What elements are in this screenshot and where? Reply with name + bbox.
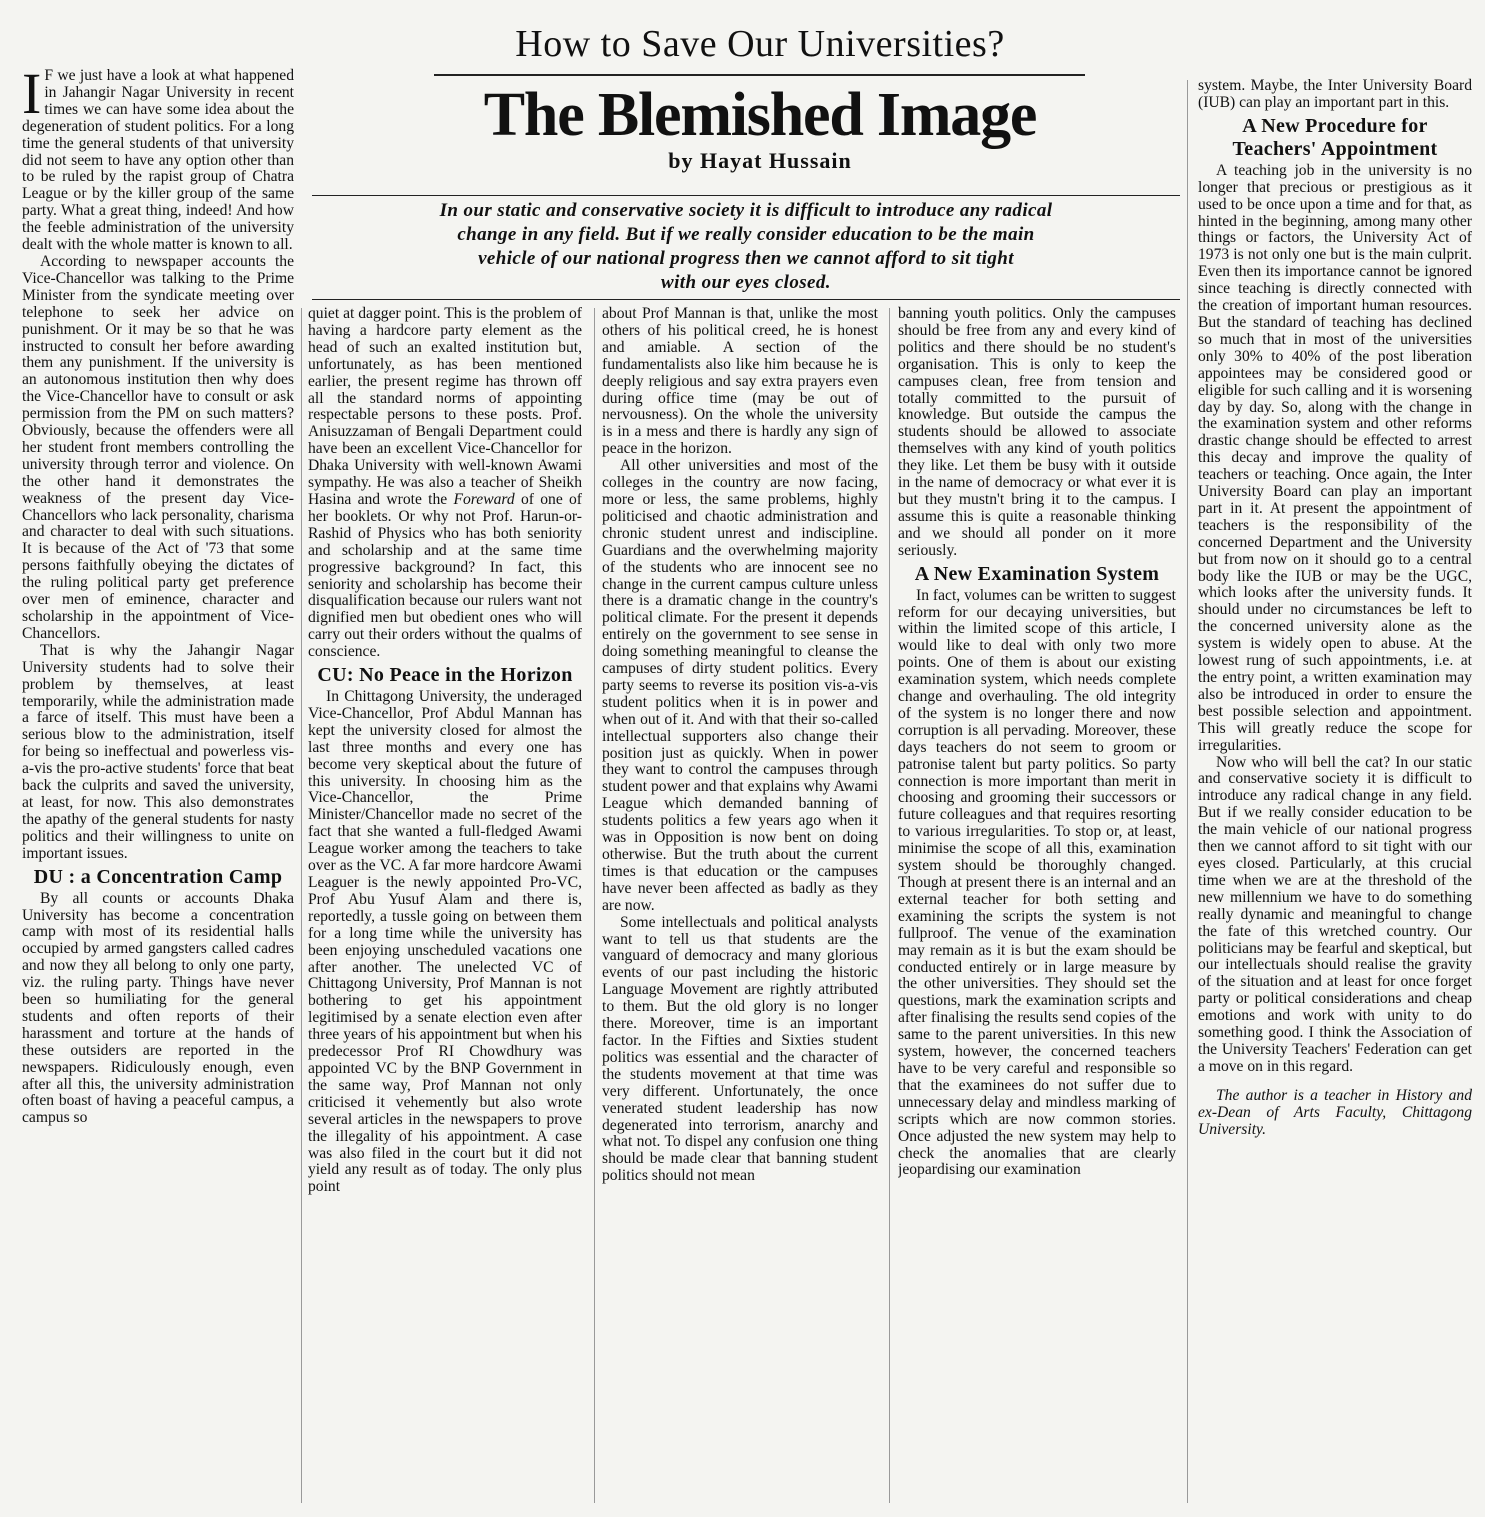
column-2: [308, 306, 582, 1500]
main-headline: The Blemished Image: [483, 81, 1037, 149]
paragraph: [22, 68, 294, 254]
deck-line: In our static and conservative society it is difficult to introduce any radical: [439, 200, 1053, 221]
deck-line: with our eyes closed.: [661, 272, 831, 293]
drop-cap: I: [22, 68, 42, 126]
author-note: The author is a teacher in History and ex-Dean of Arts Faculty, Chittagong University.: [1198, 1086, 1472, 1138]
emphasis-text: Foreward: [453, 490, 515, 508]
byline: by Hayat Hussain: [668, 148, 852, 173]
paragraph-text: quiet at dagger point. This is the problem of having a hardcore party element as the head of such an exalted institution but, unfortunately, as has been mentioned earlier, the present regime has thrown off all the standard norms of appointing respectable persons to these posts. Prof. Anisuzzaman of Bengali Department could have been an excellent Vice-Chancellor for Dhaka University with well-known Awami sympathy. He was also a teacher of Sheikh Hasina and wrote the: [308, 306, 582, 508]
kicker-headline: How to Save Our Universities?: [515, 23, 1005, 65]
deck-bottom-rule: [312, 299, 1180, 300]
column-divider: [301, 308, 302, 1503]
paragraph-text: F we just have a look at what happened in Jahangir Nagar University in recent times we can have some idea about the degeneration of student politics. For a long time the general students of that university did not seem to have any option other than to be ruled by the rapist group of Chatra League or by the killer group of the same party. What a great thing, indeed! And how the feeble administration of the university dealt with the whole matter is known to all.: [22, 68, 294, 254]
paragraph: about Prof Mannan is that, unlike the most others of his political creed, he is honest and amiable. A section of the fundamentalists also like him because he is deeply religious and say extra prayers even during office time (may be out of nervousness). On the whole the university is in a mess and there is hardly any sign of peace in the horizon.: [602, 306, 878, 458]
deck-line: change in any field. But if we really consider education to be the main: [457, 224, 1035, 245]
paragraph: A teaching job in the university is no longer that precious or prestigious as it used to be once upon a time and for that, as hinted in the beginning, among many other things or factors, the University Act of 1973 is not only one but is the main culprit. Even then its importance cannot be ignored since teaching is directly connected with the creation of important human resources. But the standard of teaching has declined so much that in most of the universities only 30% to 40% of the post liberation appointees may be considered good or eligible for such calling and it is worsening day by day. So, along with the change in the examination system and other reforms drastic change should be effected to arrest this decay and improve the quality of teachers or teaching. Once again, the Inter University Board can play an important part in it. At present the appointment of teachers is the responsibility of the concerned Department and the University but from now on it should go to a central body like the IUB or may be the UGC, which looks after the university funds. It should under no circumstances be left to the concerned university alone as the system is widely open to abuse. At the lowest rung of such appointments, i.e. at the entry point, a written examination may also be introduced in order to ensure the best possible selection and appointment. This will greatly reduce the scope for irregularities.: [1198, 161, 1472, 754]
deck-pullquote: [312, 199, 1180, 295]
paragraph-text: of one of her booklets. Or why not Prof. Harun-or-Rashid of Physics who has both seniority and scholarship and at the same time progressive background? In fact, this seniority and scholarship has become their disqualification because our rulers want not dignified men but obedient ones who will carry out their orders without the qualms of conscience.: [308, 490, 582, 661]
paragraph: Now who will bell the cat? In our static and conservative society it is difficult to introduce any radical change in any field. But if we really consider education to be the main vehicle of our national progress then we cannot afford to sit tight with our eyes closed. Particularly, at this crucial time when we are at the threshold of the new millennium we have to do something really dynamic and meaningful to change the fate of this wretched country. Our politicians may be fearful and skeptical, but our intellectuals should realise the gravity of the situation and at least for once forget party or political considerations and cheap emotions and work with unity to do something good. I think the Association of the University Teachers' Federation can get a move on in this regard.: [1198, 753, 1472, 1075]
paragraph: By all counts or accounts Dhaka University has become a concentration camp with most of its residential halls occupied by armed gangsters called cadres and now they all belong to only one party, viz. the ruling party. Things have never been so humiliating for the general students and often reports of their harassment and torture at the hands of these outsiders are reported in the newspapers. Ridiculously enough, even after all this, the university administration often boast of having a peaceful campus, a campus so: [22, 889, 294, 1127]
paragraph: In Chittagong University, the underaged Vice-Chancellor, Prof Abdul Mannan has kept the university closed for almost the last three months and every one has become very skeptical about the future of this university. In choosing him as the Vice-Chancellor, the Prime Minister/Chancellor made no secret of the fact that she wanted a full-fledged Awami League worker among the teachers to take over as the VC. A far more hardcore Awami Leaguer is the newly appointed Pro-VC, Prof Abu Yusuf Alam and there is, reportedly, a tussle going on between them for a long time while the university has been enjoying unscheduled vacations one after another. The unelected VC of Chittagong University, Prof Mannan is not bothering to get his appointment legitimised by a senate election even after three years of his appointment but when his predecessor Prof RI Chowdhury was appointed VC by the BNP Government in the same way, Prof Mannan not only criticised it vehemently but also wrote several articles in the newspapers to prove the illegality of his appointment. A case was also filed in the court but it did not yield any result as of today. The only plus point: [308, 688, 582, 1196]
paragraph: According to newspaper accounts the Vice-Chancellor was talking to the Prime Minister from the syndicate meeting over telephone to seek her advice on punishment. Or it may be so that he was instructed to consult her before awarding them any punishment. If the university is an autonomous institution then why does the Vice-Chancellor have to consult or ask permission from the PM on such matters? Obviously, because the offenders were all her student front members controlling the university through terror and violence. On the other hand it demonstrates the weakness of the present day Vice-Chancellors who lack personality, charisma and character to deal with such situations. It is because of the Act of '73 that some persons faithfully obeying the dictates of the ruling political party get preference over men of eminence, character and scholarship in the appointment of Vice-Chancellors.: [22, 252, 294, 642]
paragraph: All other universities and most of the colleges in the country are now facing, more or less, the same problems, highly politicised and chaotic administration and chronic student unrest and indiscipline. Guardians and the overwhelming majority of the students who are innocent see no change in the current campus culture unless there is a dramatic change in the country's political climate. For the present it depends entirely on the government to see sense in doing something meaningful to cleanse the campuses of dirty student politics. Every party seems to reverse its position vis-a-vis student politics when it is in power and when out of it. And with that their so-called intellectual supporters also change their position just as quickly. When in power they want to control the campuses through student power and that explains why Awami League which demanded banning of students politics a few years ago when it was in Opposition is now bent on doing otherwise. But the truth about the current times is that education or the campuses have never been affected as badly as they are now.: [602, 457, 878, 914]
deck-top-rule: [312, 195, 1180, 196]
column-3: [602, 306, 878, 1500]
deck-line: vehicle of our national progress then we cannot afford to sit tight: [478, 248, 1014, 269]
paragraph: That is why the Jahangir Nagar University students had to solve their problem by themselves, at least temporarily, while the administration made a farce of itself. This must have been a serious blow to the administration, itself for being so ineffectual and powerless vis-a-vis the pro-active students' force that beat back the culprits and saved the university, at least, for now. This also demonstrates the apathy of the general students for nasty politics and their willingness to unite on important issues.: [22, 641, 294, 862]
paragraph: [308, 306, 582, 661]
paragraph: banning youth politics. Only the campuses should be free from any and every kind of politics and there should be no student's organisation. This is only to keep the campuses clean, free from tension and totally committed to the pursuit of knowledge. But outside the campus the students should be allowed to associate themselves with any kind of youth politics they like. Let them be busy with it outside in the name of democracy or what ever it is but they mustn't bring it to the campus. I assume this is quite a reasonable thinking and we should all ponder on it more seriously.: [898, 306, 1176, 559]
column-divider: [1187, 80, 1188, 1503]
column-5: [1198, 78, 1472, 1500]
subheading: DU : a Concentration Camp: [33, 865, 283, 888]
subheading: CU: No Peace in the Horizon: [317, 664, 573, 687]
paragraph: Some intellectuals and political analysts want to tell us that students are the vanguard of democracy and many glorious events of our past including the historic Language Movement are rightly attributed to them. But the old glory is no longer there. Moreover, time is an important factor. In the Fifties and Sixties student politics was essential and the character of the students movement at that time was very different. Unfortunately, the once venerated student leadership has now degenerated into terrorism, anarchy and what not. To dispel any confusion one thing should be made clear that banning student politics should not mean: [602, 913, 878, 1185]
subheading: A New Examination System: [914, 562, 1160, 585]
paragraph: In fact, volumes can be written to suggest reform for our decaying universities, but within the limited scope of this article, I would like to deal with only two more points. One of them is about our existing examination system, which needs complete change and overhauling. The old integrity of the system is no longer there and now corruption is all pervading. Moreover, these days teachers do not seem to groom or patronise talent but party politics. So party connection is more important than merit in choosing and grooming their successors or future colleagues and that requires resorting to various irregularities. To stop or, at least, minimise the scope of all this, examination system should be thoroughly changed. Though at present there is an internal and an external teacher for both setting and examining the scripts the system is not fullproof. The venue of the examination may remain as it is but the exam should be conducted entirely or in large measure by the other universities. They should set the questions, mark the examination scripts and after finalising the results send copies of the same to the parent universities. In this new system, however, the concerned teachers have to be very careful and responsible so that the examinees do not suffer due to unnecessary delay and mindless marking of scripts which are now common stories. Once adjusted the new system may help to check the anomalies that are clearly jeopardising our examination: [898, 586, 1176, 1179]
column-4: [898, 306, 1176, 1500]
subheading: A New Procedure for Teachers' Appointment: [1232, 114, 1438, 160]
kicker-rule: [434, 74, 1085, 76]
column-divider: [889, 308, 890, 1503]
column-divider: [594, 308, 595, 1503]
column-1: [22, 68, 294, 1500]
paragraph: system. Maybe, the Inter University Board (IUB) can play an important part in this.: [1198, 78, 1472, 111]
